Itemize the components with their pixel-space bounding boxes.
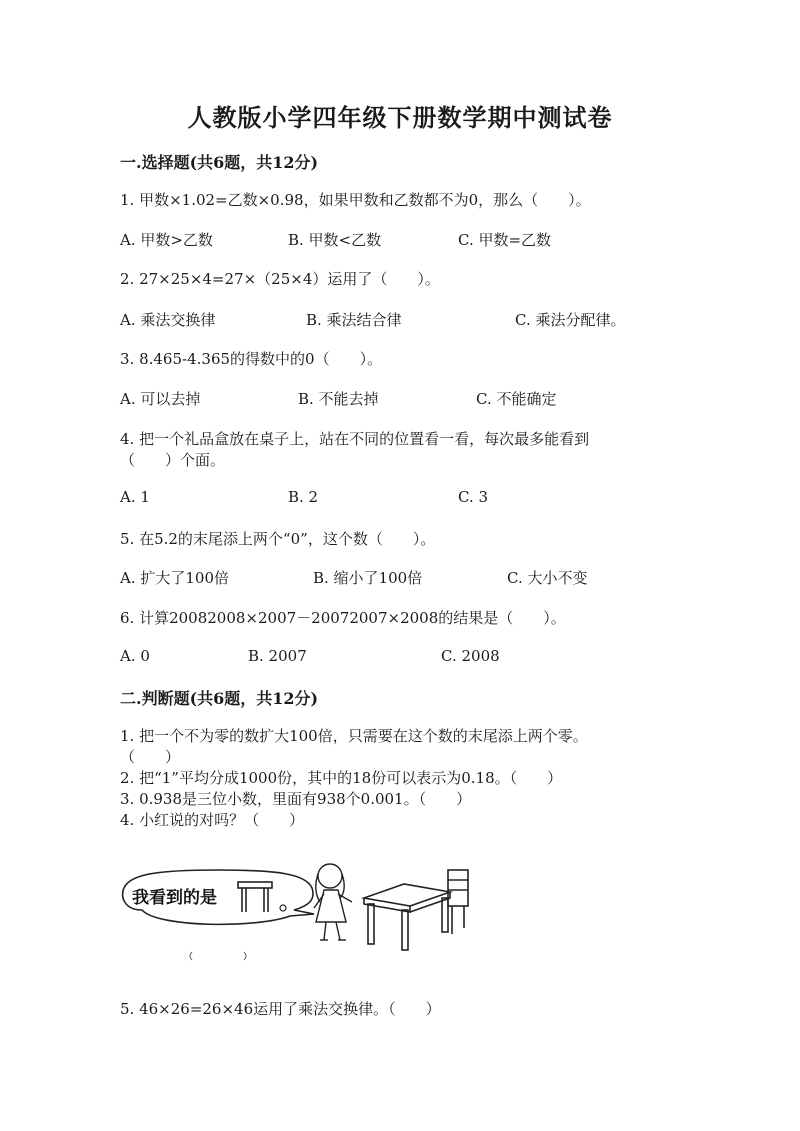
question-4-illustration bbox=[118, 858, 478, 966]
judge-question-1-line2: （ ） bbox=[120, 748, 181, 766]
option-5b: B. 缩小了100倍 bbox=[313, 569, 423, 587]
option-2c: C. 乘法分配律。 bbox=[515, 311, 626, 329]
judge-question-4: 4. 小红说的对吗？（ ） bbox=[120, 811, 305, 829]
chair-icon bbox=[448, 870, 468, 934]
question-3: 3. 8.465-4.365的得数中的0（ ）。 bbox=[120, 350, 383, 368]
option-3a: A. 可以去掉 bbox=[120, 390, 201, 408]
girl-figure-icon bbox=[314, 864, 352, 940]
option-5c: C. 大小不变 bbox=[507, 569, 588, 587]
question-4-line1: 4. 把一个礼品盒放在桌子上，站在不同的位置看一看，每次最多能看到 bbox=[120, 430, 590, 448]
illustration-svg bbox=[118, 858, 478, 966]
judge-question-1-line1: 1. 把一个不为零的数扩大100倍，只需要在这个数的末尾添上两个零。 bbox=[120, 727, 588, 745]
table-3d-icon bbox=[364, 884, 450, 950]
option-1a: A. 甲数>乙数 bbox=[120, 231, 213, 249]
option-6b: B. 2007 bbox=[248, 647, 307, 665]
judge-question-2: 2. 把“1”平均分成1000份，其中的18份可以表示为0.18。（ ） bbox=[120, 769, 563, 787]
speech-bubble-text: 我看到的是 bbox=[132, 888, 217, 908]
option-6c: C. 2008 bbox=[441, 647, 500, 665]
page-title: 人教版小学四年级下册数学期中测试卷 bbox=[187, 103, 613, 132]
section-heading-choice: 一.选择题(共6题，共12分) bbox=[120, 153, 319, 172]
question-2: 2. 27×25×4=27×（25×4）运用了（ ）。 bbox=[120, 270, 440, 288]
judge-question-3: 3. 0.938是三位小数，里面有938个0.001。（ ） bbox=[120, 790, 472, 808]
option-3b: B. 不能去掉 bbox=[298, 390, 379, 408]
question-1: 1. 甲数×1.02=乙数×0.98，如果甲数和乙数都不为0，那么（ ）。 bbox=[120, 191, 591, 209]
table-front-view-icon bbox=[238, 882, 272, 912]
option-2b: B. 乘法结合律 bbox=[306, 311, 402, 329]
option-4a: A. 1 bbox=[120, 488, 150, 506]
option-6a: A. 0 bbox=[120, 647, 150, 665]
option-4b: B. 2 bbox=[288, 488, 319, 506]
section-heading-judgement: 二.判断题(共6题，共12分) bbox=[120, 689, 319, 708]
option-2a: A. 乘法交换律 bbox=[120, 311, 216, 329]
option-1b: B. 甲数<乙数 bbox=[288, 231, 382, 249]
option-4c: C. 3 bbox=[458, 488, 489, 506]
option-3c: C. 不能确定 bbox=[476, 390, 557, 408]
judge-question-5: 5. 46×26=26×46运用了乘法交换律。（ ） bbox=[120, 1000, 441, 1018]
answer-parentheses bbox=[190, 952, 246, 960]
question-4-line2: （ ）个面。 bbox=[120, 451, 226, 469]
question-6: 6. 计算20082008×2007－20072007×2008的结果是（ ）。 bbox=[120, 609, 566, 627]
option-5a: A. 扩大了100倍 bbox=[120, 569, 229, 587]
option-1c: C. 甲数=乙数 bbox=[458, 231, 552, 249]
question-5: 5. 在5.2的末尾添上两个“0”，这个数（ ）。 bbox=[120, 530, 436, 548]
